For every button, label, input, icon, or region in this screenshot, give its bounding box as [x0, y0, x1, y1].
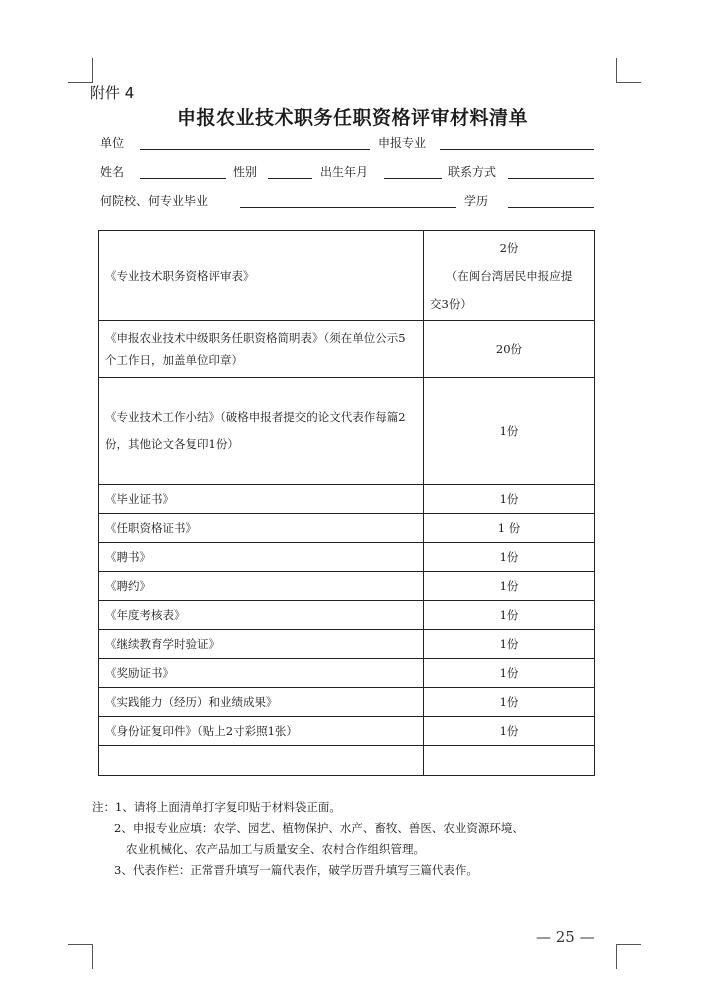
- table-row: [99, 321, 595, 378]
- material-qty: 1份: [424, 659, 595, 688]
- page-title: 申报农业技术职务任职资格评审材料清单: [176, 107, 528, 129]
- table-row: [99, 514, 595, 543]
- material-name: 《继续教育学时验证》: [99, 630, 424, 659]
- notes-block: [92, 797, 652, 881]
- material-name: 《奖励证书》: [99, 659, 424, 688]
- material-qty: 1份: [424, 485, 595, 514]
- materials-table: [98, 230, 595, 776]
- birth-field[interactable]: [384, 178, 442, 179]
- unit-field[interactable]: [140, 149, 370, 150]
- table-row-empty: [99, 746, 595, 776]
- name-field[interactable]: [140, 178, 226, 179]
- note-2: 2、申报专业应填：农学、园艺、植物保护、水产、畜牧、兽医、农业资源环境、: [114, 821, 524, 835]
- form-row-unit: [100, 134, 595, 152]
- material-qty: 1 份: [424, 514, 595, 543]
- material-qty: 1份: [424, 688, 595, 717]
- material-qty: 1份: [424, 572, 595, 601]
- crop-mark-top-left: [68, 58, 93, 83]
- material-name: 《聘约》: [99, 572, 424, 601]
- material-qty: 1份: [424, 717, 595, 746]
- gender-field[interactable]: [268, 178, 312, 179]
- material-qty: 1份: [424, 630, 595, 659]
- table-row: [99, 231, 595, 321]
- material-qty: 20份: [424, 321, 595, 378]
- material-name: 《任职资格证书》: [99, 514, 424, 543]
- material-name: 《年度考核表》: [99, 601, 424, 630]
- contact-label: 联系方式: [448, 165, 497, 179]
- table-row: [99, 485, 595, 514]
- note-3: 3、代表作栏：正常晋升填写一篇代表作，破学历晋升填写三篇代表作。: [114, 863, 478, 877]
- empty-cell[interactable]: [424, 746, 595, 776]
- education-label: 学历: [464, 194, 489, 208]
- material-name: 《聘书》: [99, 543, 424, 572]
- unit-label: 单位: [100, 136, 125, 150]
- table-row: [99, 688, 595, 717]
- education-field[interactable]: [508, 207, 594, 208]
- table-row: [99, 378, 595, 485]
- material-qty: 1份: [424, 601, 595, 630]
- birth-label: 出生年月: [320, 165, 369, 179]
- material-name: 《毕业证书》: [99, 485, 424, 514]
- table-row: [99, 659, 595, 688]
- material-name: 《专业技术工作小结》（破格申报者提交的论文代表作每篇2份，其他论文各复印1份）: [99, 378, 424, 485]
- crop-mark-bottom-right: [616, 944, 641, 969]
- table-row: [99, 717, 595, 746]
- name-label: 姓名: [100, 165, 125, 179]
- material-qty: [424, 231, 595, 321]
- qty-line: 交3份）: [430, 296, 472, 311]
- qty-line: （在闽台湾居民申报应提: [445, 268, 573, 283]
- crop-mark-bottom-left: [68, 944, 93, 969]
- table-row: [99, 601, 595, 630]
- attachment-label: 附件 4: [90, 84, 135, 102]
- contact-field[interactable]: [508, 178, 594, 179]
- school-field[interactable]: [240, 207, 456, 208]
- note-2-continued: 农业机械化、农产品加工与质量安全、农村合作组织管理。: [126, 842, 425, 856]
- gender-label: 性别: [233, 165, 258, 179]
- table-row: [99, 572, 595, 601]
- material-name: 《实践能力（经历）和业绩成果》: [99, 688, 424, 717]
- major-field[interactable]: [440, 149, 594, 150]
- qty-line: 2份: [499, 240, 519, 255]
- material-qty: 1份: [424, 543, 595, 572]
- material-qty: 1份: [424, 378, 595, 485]
- note-1: 注：1、请将上面清单打字复印贴于材料袋正面。: [92, 800, 341, 814]
- empty-cell[interactable]: [99, 746, 424, 776]
- form-row-education: [100, 192, 595, 210]
- table-row: [99, 543, 595, 572]
- crop-mark-top-right: [616, 58, 641, 83]
- major-label: 申报专业: [378, 136, 427, 150]
- school-label: 何院校、何专业毕业: [100, 194, 209, 208]
- form-row-personal: [100, 163, 595, 181]
- material-name: 《身份证复印件》（贴上2寸彩照1张）: [99, 717, 424, 746]
- page-number: — 25 —: [536, 928, 595, 946]
- table-row: [99, 630, 595, 659]
- material-name: 《专业技术职务资格评审表》: [99, 231, 424, 321]
- material-name: 《申报农业技术中级职务任职资格简明表》（须在单位公示5个工作日，加盖单位印章）: [99, 321, 424, 378]
